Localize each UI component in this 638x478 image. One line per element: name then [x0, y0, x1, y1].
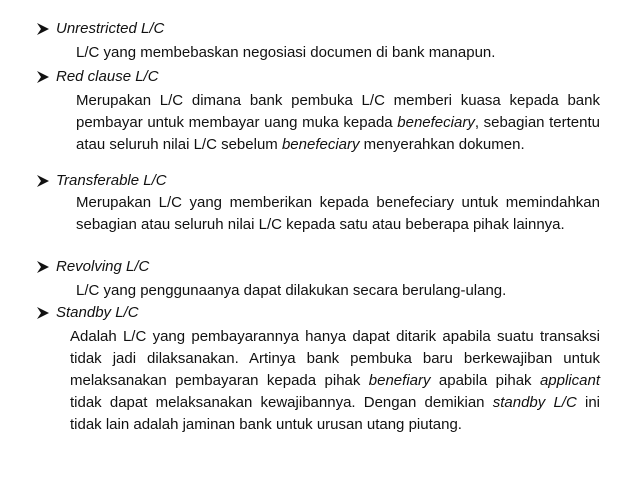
term-label: Unrestricted L/C — [56, 20, 165, 37]
text-run: L/C yang penggunaanya dapat dilakukan secara berulang-ulang. — [76, 282, 507, 299]
text-run: L/C yang membebaskan negosiasi documen di bank manapun. — [76, 44, 496, 61]
text-run: , sebagian tertentu atau seluruh nilai L/C sebelum — [76, 114, 600, 153]
term-transferable — [56, 170, 167, 192]
desc-revolving — [76, 280, 600, 302]
arrow-bullet-icon — [36, 306, 50, 320]
term-label: Red clause L/C — [56, 68, 159, 85]
italic-term: benefeciary — [281, 136, 360, 153]
italic-term: benefeciary — [397, 114, 475, 131]
arrow-bullet-icon — [36, 22, 50, 36]
text-run: Adalah L/C yang pembayarannya hanya dapat ditarik apabila suatu transaksi tidak jadi dilaksanakan. Artinya bank pembuka baru berkewajiban untuk melaksanakan pembayaran kepada pihak — [70, 328, 600, 389]
text-run: tidak dapat melaksanakan kewajibannya. Dengan demikian — [70, 394, 493, 411]
desc-transferable — [76, 192, 600, 236]
italic-term: benefiary — [368, 372, 431, 389]
italic-term: applicant — [539, 372, 600, 389]
text-run: apabila pihak — [430, 372, 540, 389]
text-run: Merupakan L/C dimana bank pembuka L/C memberi kuasa kepada bank pembayar untuk membayar uang muka kepada — [76, 92, 600, 131]
arrow-bullet-icon — [36, 260, 50, 274]
text-run: ini tidak lain adalah jaminan bank untuk urusan utang piutang. — [70, 394, 600, 433]
arrow-bullet-icon — [36, 70, 50, 84]
term-label: Standby L/C — [56, 304, 139, 321]
arrow-bullet-icon — [36, 174, 50, 188]
desc-standby — [70, 326, 600, 436]
italic-term: standby L/C — [492, 394, 577, 411]
term-label: Revolving L/C — [56, 258, 150, 275]
term-revolving — [56, 256, 149, 278]
text-run: menyerahkan dokumen. — [359, 136, 525, 153]
term-red-clause — [56, 66, 159, 88]
desc-unrestricted — [76, 42, 600, 64]
term-label: Transferable L/C — [56, 172, 167, 189]
term-unrestricted — [56, 18, 164, 40]
desc-red-clause — [76, 90, 600, 156]
term-standby — [56, 302, 139, 324]
text-run: Merupakan L/C yang memberikan kepada benefeciary untuk memindahkan sebagian atau seluruh nilai L/C kepada satu atau beberapa pihak lainnya. — [76, 194, 600, 233]
